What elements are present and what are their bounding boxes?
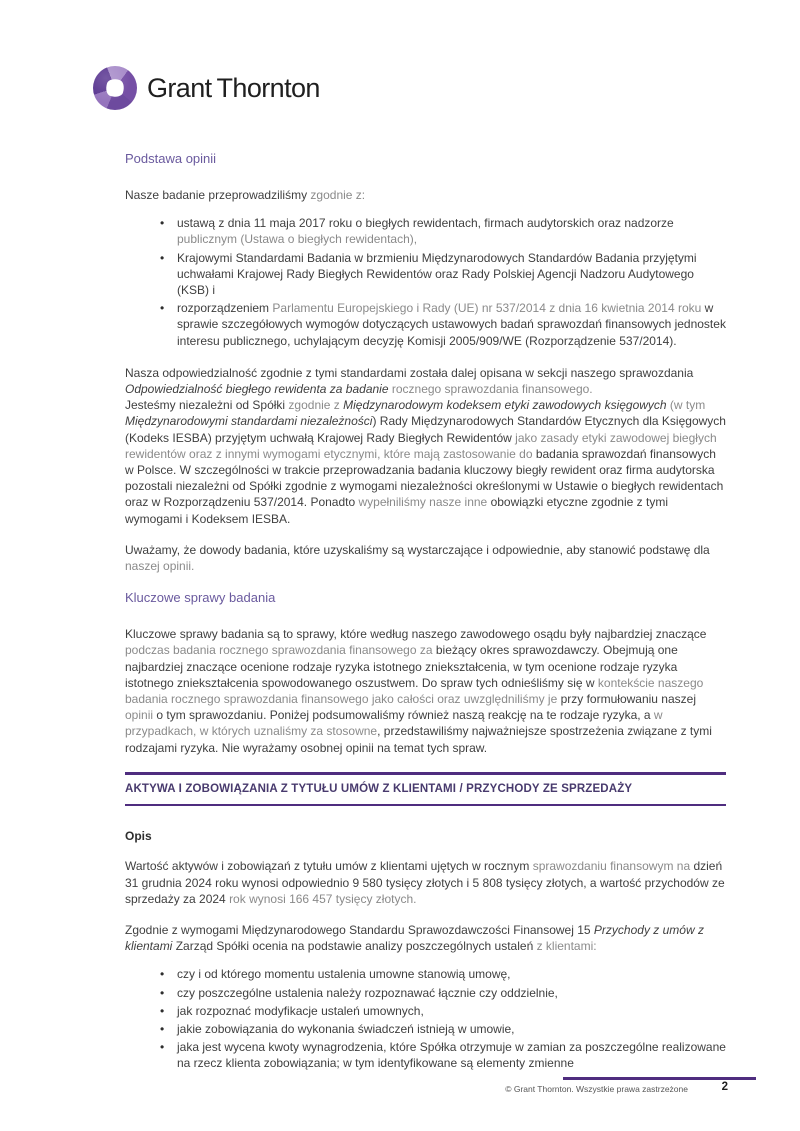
paragraph [125,542,726,574]
text-run: Nasze badanie przeprowadziliśmy [125,188,311,202]
text-run: (w tym [666,398,706,413]
text-run: jako zasady etyki zawodowej biegłych rewidentów oraz z innymi wymogami etycznymi, które mają zastosowanie do [125,430,717,461]
text-run: czy i od którego momentu ustalenia umowne stanowią umowę, [177,967,511,982]
text-run: z klientami: [536,939,597,954]
bullet-item [177,1003,726,1019]
bullet-item [177,966,726,982]
text-run: Międzynarodowym kodeksem etyki zawodowych księgowych [343,398,667,413]
heading-opis: Opis [125,829,152,844]
bullet-list [125,215,726,349]
text-run: publicznym (Ustawa o biegłych rewidentach), [177,232,418,247]
gt-wordmark [147,73,320,104]
heading-podstawa-opinii: Podstawa opinii [125,151,217,166]
footer-rule [563,1077,756,1080]
text-run: dzień 31 grudnia 2024 roku wynosi odpowiednio 9 580 tysięcy złotych i 5 808 tysięcy złotych, a wartość przychodów ze sprzedaży za 2024 [125,859,725,906]
text-run: jakie zobowiązania do wykonania świadczeń istnieją w umowie, [177,1021,515,1036]
text-run: sprawozdaniu finansowym na [532,859,694,874]
text-run: obowiązki etyczne zgodnie z tymi wymogami i Kodeksem IESBA. [125,495,668,526]
text-run: ) Rady Międzynarodowych Standardów Etycznych dla Księgowych (Kodeks IESBA) przyjętym uchwałą Krajowej Rady Biegłych Rewidentów [125,414,726,445]
text-run: ustawą z dnia 11 maja 2017 roku o biegłych rewidentach, firmach audytorskich oraz nadzorze [177,216,674,231]
text-run: Odpowiedzialność biegłego rewidenta za badanie [125,382,389,397]
footer-copyright: © Grant Thornton. Wszystkie prawa zastrzeżone [505,1084,688,1094]
grant-thornton-logo [93,66,320,110]
paragraph [125,858,726,907]
bullet-item [177,1039,726,1071]
paragraph [125,626,726,756]
text-run: Zarząd Spółki ocenia na podstawie analizy poszczególnych ustaleń [172,939,537,954]
paragraph [125,365,726,397]
text-run: Krajowymi Standardami Badania w brzmieniu Międzynarodowych Standardów Badania przyjętymi uchwałami Krajowej Rady Biegłych Rewidentów oraz Rady Polskiej Agencji Nadzoru Audytowego (KSB) i [177,250,697,298]
text-run: opinii [125,708,157,723]
text-run: rocznego sprawozdania finansowego. [388,382,593,397]
text-run: zgodnie z: [310,188,366,202]
bullet-item [177,215,726,247]
text-run: podczas badania rocznego sprawozdania finansowego za [125,643,436,658]
text-run: Uważamy, że dowody badania, które uzyskaliśmy są wystarczające i odpowiednie, aby stanowić podstawę dla [125,542,710,557]
paragraph [125,187,726,203]
text-run: czy poszczególne ustalenia należy rozpoznawać łącznie czy oddzielnie, [177,985,558,1000]
text-run: kontekście naszego badania rocznego sprawozdania finansowego jako całości oraz uwzględniliśmy je [125,675,704,707]
key-audit-matter-banner: AKTYWA I ZOBOWIĄZANIA Z TYTUŁU UMÓW Z KLIENTAMI / PRZYCHODY ZE SPRZEDAŻY [125,772,726,806]
text-run: rok wynosi 166 457 tysięcy złotych. [229,891,417,906]
gt-wordmark-first: Grant [147,72,212,103]
text-run: jaka jest wycena kwoty wynagrodzenia, które Spółka otrzymuje w zamian za poszczególne realizowane na rzecz klienta zobowiązania; w tym identyfikowane są elementy zmienne [177,1040,726,1071]
text-run: Przychody z umów z klientami [125,922,704,954]
paragraph [125,922,726,954]
bullet-list [125,966,726,1071]
bullet-item [177,1021,726,1037]
text-run: o tym sprawozdaniu. Poniżej podsumowaliśmy również naszą reakcję na te rodzaje ryzyka, a [156,708,654,723]
text-run: zgodnie z [288,398,344,413]
gt-wordmark-second: Thornton [216,72,320,103]
text-run: Nasza odpowiedzialność zgodnie z tymi standardami została dalej opisana w sekcji naszego sprawozdania [125,365,694,380]
text-run: wypełniliśmy nasze inne [358,495,491,510]
text-run: Kluczowe sprawy badania są to sprawy, które według naszego zawodowego osądu były najbardziej znaczące [125,627,707,642]
text-run: bieżący okres sprawozdawczy. Obejmują one najbardziej znaczące ocenione rodzaje ryzyka istotnego zniekształcenia, w tym ocenione rodzaje ryzyka istotnego zniekształcenia spowodowanego oszustwem. Do spraw tych odnieśliśmy się w [125,643,678,690]
text-run: w sprawie szczegółowych wymogów dotyczących ustawowych badań sprawozdań finansowych jednostek interesu publicznego, uchylającym decyzję Komisji 2005/909/WE (Rozporządzenie 537/2014). [177,301,726,348]
text-run: Międzynarodowymi standardami niezależności [125,414,373,429]
text-run: przy formułowaniu naszej [560,692,696,707]
text-run: badania sprawozdań finansowych w Polsce. W szczególności w trakcie przeprowadzania badania kluczowy biegły rewident oraz firma audytorska pozostali niezależni od Spółki zgodnie z wymogami niezależności określonymi w Ustawie o biegłych rewidentach oraz w Rozporządzeniu 537/2014. Ponadto [125,446,724,510]
gt-swirl-icon [93,66,137,110]
text-run: rozporządzeniem [177,301,273,316]
text-run: , przedstawiliśmy najważniejsze spostrzeżenia związane z tymi rodzajami ryzyka. Nie wyrażamy osobnej opinii na temat tych spraw. [125,724,712,755]
bullet-item [177,300,726,349]
page-number: 2 [721,1081,728,1093]
bullet-item [177,985,726,1001]
heading-kluczowe-sprawy: Kluczowe sprawy badania [125,590,276,606]
document-body [125,150,726,1088]
text-run: Parlamentu Europejskiego i Rady (UE) nr 537/2014 z dnia 16 kwietnia 2014 roku [272,301,702,316]
text-run: naszej opinii. [125,559,195,574]
bullet-item [177,250,726,299]
text-run: Wartość aktywów i zobowiązań z tytułu umów z klientami ujętych w rocznym [125,859,533,874]
text-run: w przypadkach, w których uznaliśmy za stosowne [125,708,663,739]
paragraph [125,397,726,527]
text-run: jak rozpoznać modyfikacje ustaleń umownych, [177,1003,424,1018]
text-run: Zgodnie z wymogami Międzynarodowego Standardu Sprawozdawczości Finansowej 15 [125,922,594,937]
text-run: Jesteśmy niezależni od Spółki [125,398,289,413]
